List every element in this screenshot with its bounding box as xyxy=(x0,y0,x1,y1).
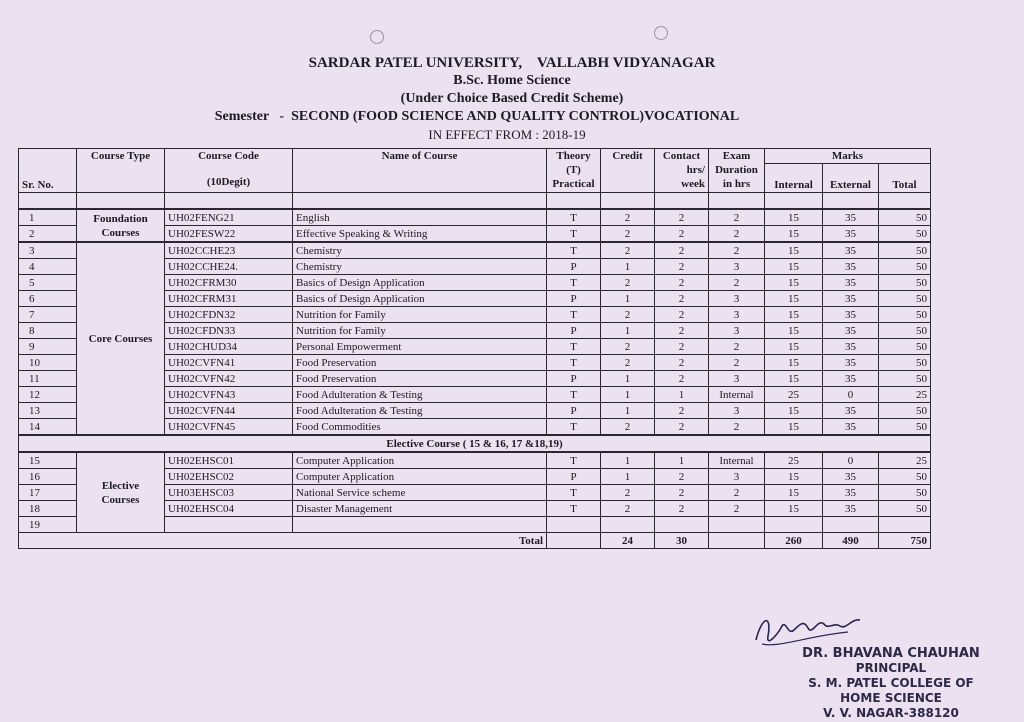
row-internal: 15 xyxy=(765,419,823,436)
row-name: English xyxy=(293,209,547,226)
row-exam: 3 xyxy=(709,323,765,339)
row-tp: T xyxy=(547,242,601,259)
row-code: UH02CFDN32 xyxy=(165,307,293,323)
row-name: Food Preservation xyxy=(293,371,547,387)
row-external: 35 xyxy=(823,259,879,275)
row-sr-no: 19 xyxy=(19,517,77,533)
stamp-name: DR. BHAVANA CHAUHAN xyxy=(802,646,980,661)
header-exam-3: in hrs xyxy=(722,178,751,190)
group-elective-line-1: Elective xyxy=(101,479,140,492)
row-sr-no: 5 xyxy=(19,275,77,291)
row-total: 50 xyxy=(879,226,931,243)
row-total: 25 xyxy=(879,452,931,469)
punch-hole-left xyxy=(370,30,384,44)
document-header xyxy=(0,54,1024,144)
row-contact: 2 xyxy=(655,291,709,307)
row-credit: 2 xyxy=(601,242,655,259)
row-external: 35 xyxy=(823,226,879,243)
row-external: 35 xyxy=(823,403,879,419)
row-credit: 1 xyxy=(601,323,655,339)
header-theory-practical xyxy=(547,149,601,193)
row-internal: 15 xyxy=(765,501,823,517)
header-credit: Credit xyxy=(601,149,655,193)
row-code: UH02CHUD34 xyxy=(165,339,293,355)
row-name: National Service scheme xyxy=(293,485,547,501)
row-total: 50 xyxy=(879,339,931,355)
header-course-type: Course Type xyxy=(77,149,165,193)
row-contact: 2 xyxy=(655,323,709,339)
table-row xyxy=(19,209,931,226)
row-external: 35 xyxy=(823,291,879,307)
row-total: 50 xyxy=(879,485,931,501)
row-code: UH02CFDN33 xyxy=(165,323,293,339)
row-exam: Internal xyxy=(709,452,765,469)
row-contact: 2 xyxy=(655,275,709,291)
row-code: UH02CFRM30 xyxy=(165,275,293,291)
stamp-college-1: S. M. PATEL COLLEGE OF xyxy=(808,676,974,690)
row-credit: 1 xyxy=(601,291,655,307)
blank-row xyxy=(19,193,931,210)
header-sr-no: Sr. No. xyxy=(19,149,77,193)
row-code: UH02CVFN45 xyxy=(165,419,293,436)
table-row xyxy=(19,242,931,259)
row-sr-no: 17 xyxy=(19,485,77,501)
row-contact: 2 xyxy=(655,307,709,323)
row-name: Food Adulteration & Testing xyxy=(293,403,547,419)
row-tp: T xyxy=(547,485,601,501)
total-marks: 750 xyxy=(879,533,931,549)
row-total: 25 xyxy=(879,387,931,403)
row-name: Nutrition for Family xyxy=(293,323,547,339)
row-credit: 1 xyxy=(601,469,655,485)
row-internal: 25 xyxy=(765,387,823,403)
row-external: 35 xyxy=(823,419,879,436)
row-exam: 3 xyxy=(709,371,765,387)
row-exam: 2 xyxy=(709,355,765,371)
row-internal: 15 xyxy=(765,242,823,259)
row-contact xyxy=(655,517,709,533)
header-contact-3: week xyxy=(681,178,705,190)
row-internal: 15 xyxy=(765,307,823,323)
row-credit: 2 xyxy=(601,339,655,355)
row-exam: Internal xyxy=(709,387,765,403)
row-sr-no: 10 xyxy=(19,355,77,371)
header-total: Total xyxy=(879,164,931,193)
row-code: UH02CCHE23 xyxy=(165,242,293,259)
row-contact: 1 xyxy=(655,387,709,403)
row-external: 35 xyxy=(823,209,879,226)
row-exam: 2 xyxy=(709,339,765,355)
row-name: Food Commodities xyxy=(293,419,547,436)
row-credit: 1 xyxy=(601,371,655,387)
row-external: 35 xyxy=(823,485,879,501)
row-tp: T xyxy=(547,501,601,517)
row-sr-no: 12 xyxy=(19,387,77,403)
row-external: 35 xyxy=(823,371,879,387)
header-exam-1: Exam xyxy=(722,150,751,162)
row-credit: 2 xyxy=(601,485,655,501)
row-credit: 2 xyxy=(601,355,655,371)
row-code xyxy=(165,517,293,533)
row-sr-no: 1 xyxy=(19,209,77,226)
group-core-line-1: Core Courses xyxy=(88,332,153,345)
row-credit: 2 xyxy=(601,209,655,226)
row-total: 50 xyxy=(879,355,931,371)
row-total xyxy=(879,517,931,533)
row-exam: 2 xyxy=(709,419,765,436)
row-contact: 2 xyxy=(655,419,709,436)
stamp-place: V. V. NAGAR-388120 xyxy=(823,706,959,720)
punch-hole-right xyxy=(654,26,668,40)
row-total: 50 xyxy=(879,242,931,259)
group-foundation-line-2: Courses xyxy=(101,226,140,239)
header-theory: Theory xyxy=(556,150,591,162)
scheme-title: (Under Choice Based Credit Scheme) xyxy=(400,91,624,106)
effect-date: IN EFFECT FROM : 2018-19 xyxy=(428,127,586,142)
row-tp: P xyxy=(547,403,601,419)
total-internal: 260 xyxy=(765,533,823,549)
total-external: 490 xyxy=(823,533,879,549)
row-credit: 2 xyxy=(601,275,655,291)
row-contact: 2 xyxy=(655,501,709,517)
row-code: UH02FESW22 xyxy=(165,226,293,243)
row-contact: 2 xyxy=(655,403,709,419)
row-contact: 2 xyxy=(655,355,709,371)
row-name xyxy=(293,517,547,533)
row-name: Chemistry xyxy=(293,259,547,275)
row-internal: 15 xyxy=(765,355,823,371)
row-tp: T xyxy=(547,339,601,355)
row-name: Basics of Design Application xyxy=(293,275,547,291)
row-internal: 15 xyxy=(765,403,823,419)
row-external: 35 xyxy=(823,275,879,291)
header-course-code-sub: (10Degit) xyxy=(206,176,251,188)
row-code: UH02CVFN43 xyxy=(165,387,293,403)
row-sr-no: 18 xyxy=(19,501,77,517)
row-internal: 25 xyxy=(765,452,823,469)
university-title: SARDAR PATEL UNIVERSITY, VALLABH VIDYANAGAR xyxy=(308,55,716,71)
row-external: 0 xyxy=(823,452,879,469)
group-elective-line-2: Courses xyxy=(101,493,140,506)
elective-heading: Elective Course ( 15 & 16, 17 &18,19) xyxy=(19,435,931,452)
row-sr-no: 14 xyxy=(19,419,77,436)
row-total: 50 xyxy=(879,371,931,387)
row-credit: 2 xyxy=(601,307,655,323)
row-external: 35 xyxy=(823,307,879,323)
row-code: UH02EHSC02 xyxy=(165,469,293,485)
row-internal: 15 xyxy=(765,469,823,485)
row-sr-no: 2 xyxy=(19,226,77,243)
row-contact: 2 xyxy=(655,209,709,226)
row-tp: T xyxy=(547,209,601,226)
header-course-code-label: Course Code xyxy=(198,150,259,162)
row-contact: 2 xyxy=(655,259,709,275)
elective-rows xyxy=(19,452,931,533)
elective-heading-row xyxy=(19,435,931,452)
row-exam: 3 xyxy=(709,307,765,323)
row-code: UH03EHSC03 xyxy=(165,485,293,501)
row-external: 35 xyxy=(823,339,879,355)
semester-title: Semester - SECOND (FOOD SCIENCE AND QUALITY CONTROL)VOCATIONAL xyxy=(214,109,740,124)
row-total: 50 xyxy=(879,469,931,485)
row-tp: T xyxy=(547,226,601,243)
row-exam: 2 xyxy=(709,501,765,517)
row-external: 35 xyxy=(823,469,879,485)
degree-title: B.Sc. Home Science xyxy=(453,73,571,88)
row-exam: 3 xyxy=(709,259,765,275)
row-exam: 2 xyxy=(709,485,765,501)
header-marks: Marks xyxy=(765,149,931,164)
row-total: 50 xyxy=(879,323,931,339)
row-contact: 2 xyxy=(655,485,709,501)
total-row xyxy=(19,533,931,549)
row-internal: 15 xyxy=(765,485,823,501)
row-tp: T xyxy=(547,419,601,436)
row-total: 50 xyxy=(879,209,931,226)
row-internal: 15 xyxy=(765,371,823,387)
header-contact xyxy=(655,149,709,193)
row-credit: 1 xyxy=(601,452,655,469)
total-label: Total xyxy=(19,533,547,549)
row-name: Disaster Management xyxy=(293,501,547,517)
row-name: Basics of Design Application xyxy=(293,291,547,307)
row-sr-no: 6 xyxy=(19,291,77,307)
row-code: UH02CVFN44 xyxy=(165,403,293,419)
row-tp: T xyxy=(547,307,601,323)
header-exam-duration xyxy=(709,149,765,193)
row-credit: 2 xyxy=(601,501,655,517)
table-header-row xyxy=(19,149,931,164)
header-external: External xyxy=(823,164,879,193)
row-exam: 2 xyxy=(709,275,765,291)
row-total: 50 xyxy=(879,501,931,517)
row-name: Chemistry xyxy=(293,242,547,259)
row-exam: 2 xyxy=(709,242,765,259)
row-exam xyxy=(709,517,765,533)
header-t: (T) xyxy=(566,164,581,176)
foundation-core-rows xyxy=(19,209,931,435)
header-internal: Internal xyxy=(765,164,823,193)
row-sr-no: 15 xyxy=(19,452,77,469)
row-external: 0 xyxy=(823,387,879,403)
row-sr-no: 13 xyxy=(19,403,77,419)
course-scheme-table xyxy=(18,148,931,549)
header-practical: Practical xyxy=(552,178,595,190)
row-tp: T xyxy=(547,275,601,291)
group-elective xyxy=(77,452,165,533)
row-code: UH02CVFN41 xyxy=(165,355,293,371)
row-name: Computer Application xyxy=(293,452,547,469)
row-name: Nutrition for Family xyxy=(293,307,547,323)
row-tp: T xyxy=(547,387,601,403)
row-tp: P xyxy=(547,291,601,307)
row-contact: 2 xyxy=(655,339,709,355)
row-sr-no: 11 xyxy=(19,371,77,387)
total-contact: 30 xyxy=(655,533,709,549)
header-exam-2: Duration xyxy=(715,164,758,176)
principal-stamp xyxy=(776,646,1006,721)
total-credit: 24 xyxy=(601,533,655,549)
row-internal: 15 xyxy=(765,226,823,243)
row-credit: 2 xyxy=(601,226,655,243)
row-contact: 2 xyxy=(655,226,709,243)
row-internal: 15 xyxy=(765,291,823,307)
group-foundation xyxy=(77,209,165,242)
row-internal: 15 xyxy=(765,323,823,339)
row-code: UH02EHSC01 xyxy=(165,452,293,469)
row-contact: 2 xyxy=(655,469,709,485)
header-course-name: Name of Course xyxy=(293,149,547,193)
row-total: 50 xyxy=(879,307,931,323)
row-internal: 15 xyxy=(765,259,823,275)
row-external: 35 xyxy=(823,323,879,339)
row-tp: T xyxy=(547,452,601,469)
row-total: 50 xyxy=(879,403,931,419)
row-exam: 3 xyxy=(709,469,765,485)
row-exam: 2 xyxy=(709,226,765,243)
header-contact-1: Contact xyxy=(662,150,701,162)
row-tp: P xyxy=(547,371,601,387)
row-credit: 1 xyxy=(601,387,655,403)
row-tp: P xyxy=(547,469,601,485)
row-internal xyxy=(765,517,823,533)
row-credit: 1 xyxy=(601,403,655,419)
stamp-college-2: HOME SCIENCE xyxy=(840,691,942,705)
row-sr-no: 4 xyxy=(19,259,77,275)
stamp-title: PRINCIPAL xyxy=(855,661,927,675)
row-credit xyxy=(601,517,655,533)
row-sr-no: 8 xyxy=(19,323,77,339)
row-total: 50 xyxy=(879,291,931,307)
row-external: 35 xyxy=(823,242,879,259)
row-name: Effective Speaking & Writing xyxy=(293,226,547,243)
row-code: UH02CFRM31 xyxy=(165,291,293,307)
row-exam: 2 xyxy=(709,209,765,226)
row-total: 50 xyxy=(879,259,931,275)
row-credit: 1 xyxy=(601,259,655,275)
row-code: UH02CVFN42 xyxy=(165,371,293,387)
group-foundation-line-1: Foundation xyxy=(93,212,148,225)
row-total: 50 xyxy=(879,419,931,436)
row-external xyxy=(823,517,879,533)
row-tp xyxy=(547,517,601,533)
row-contact: 2 xyxy=(655,371,709,387)
row-contact: 2 xyxy=(655,242,709,259)
row-internal: 15 xyxy=(765,339,823,355)
row-external: 35 xyxy=(823,501,879,517)
row-tp: T xyxy=(547,355,601,371)
row-exam: 3 xyxy=(709,291,765,307)
row-tp: P xyxy=(547,259,601,275)
row-credit: 2 xyxy=(601,419,655,436)
row-contact: 1 xyxy=(655,452,709,469)
row-tp: P xyxy=(547,323,601,339)
row-name: Food Adulteration & Testing xyxy=(293,387,547,403)
row-name: Personal Empowerment xyxy=(293,339,547,355)
header-contact-2: hrs/ xyxy=(686,164,705,176)
row-total: 50 xyxy=(879,275,931,291)
row-code: UH02FENG21 xyxy=(165,209,293,226)
row-code: UH02CCHE24. xyxy=(165,259,293,275)
group-core xyxy=(77,242,165,435)
row-internal: 15 xyxy=(765,209,823,226)
row-sr-no: 16 xyxy=(19,469,77,485)
header-course-code xyxy=(165,149,293,193)
row-external: 35 xyxy=(823,355,879,371)
row-code: UH02EHSC04 xyxy=(165,501,293,517)
row-internal: 15 xyxy=(765,275,823,291)
row-sr-no: 3 xyxy=(19,242,77,259)
row-sr-no: 9 xyxy=(19,339,77,355)
row-name: Computer Application xyxy=(293,469,547,485)
table-row xyxy=(19,452,931,469)
row-name: Food Preservation xyxy=(293,355,547,371)
row-sr-no: 7 xyxy=(19,307,77,323)
row-exam: 3 xyxy=(709,403,765,419)
